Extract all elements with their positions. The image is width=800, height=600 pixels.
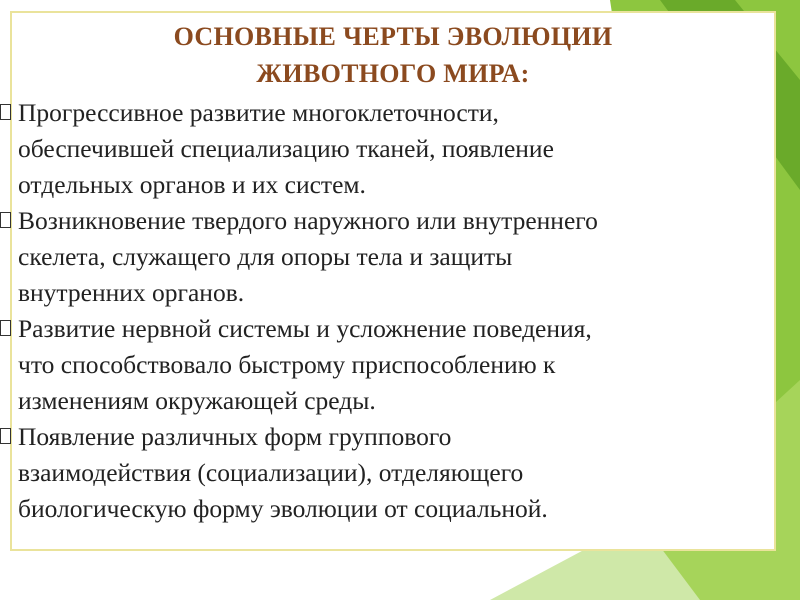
bullet-line: Прогрессивное развитие многоклеточности,: [18, 98, 499, 127]
bullet-line: Появление различных форм группового: [18, 422, 452, 451]
bullet-line: Возникновение твердого наружного или внутреннего: [18, 206, 598, 235]
bullet-item: [0, 311, 760, 419]
bullet-item: [0, 95, 760, 203]
bullet-line: скелета, служащего для опоры тела и защиты: [18, 242, 513, 271]
bullet-box-icon: [0, 320, 11, 336]
title-line-2: ЖИВОТНОГО МИРА:: [256, 59, 530, 88]
title-line-1: ОСНОВНЫЕ ЧЕРТЫ ЭВОЛЮЦИИ: [173, 22, 613, 51]
bullet-line: изменениям окружающей среды.: [18, 386, 376, 415]
bullet-list: [0, 95, 760, 527]
bullet-line: обеспечившей специализацию тканей, появление: [18, 134, 554, 163]
bullet-box-icon: [0, 104, 11, 120]
bullet-line: отдельных органов и их систем.: [18, 170, 366, 199]
bullet-item: [0, 203, 760, 311]
bullet-item: [0, 419, 760, 527]
bullet-line: что способствовало быстрому приспособлению к: [18, 350, 556, 379]
bullet-box-icon: [0, 212, 11, 228]
bullet-line: Развитие нервной системы и усложнение поведения,: [18, 314, 592, 343]
slide-title: [10, 18, 776, 92]
bullet-line: внутренних органов.: [18, 278, 245, 307]
bullet-box-icon: [0, 428, 11, 444]
bullet-line: биологическую форму эволюции от социальной.: [18, 494, 548, 523]
bullet-line: взаимодействия (социализации), отделяющего: [18, 458, 524, 487]
